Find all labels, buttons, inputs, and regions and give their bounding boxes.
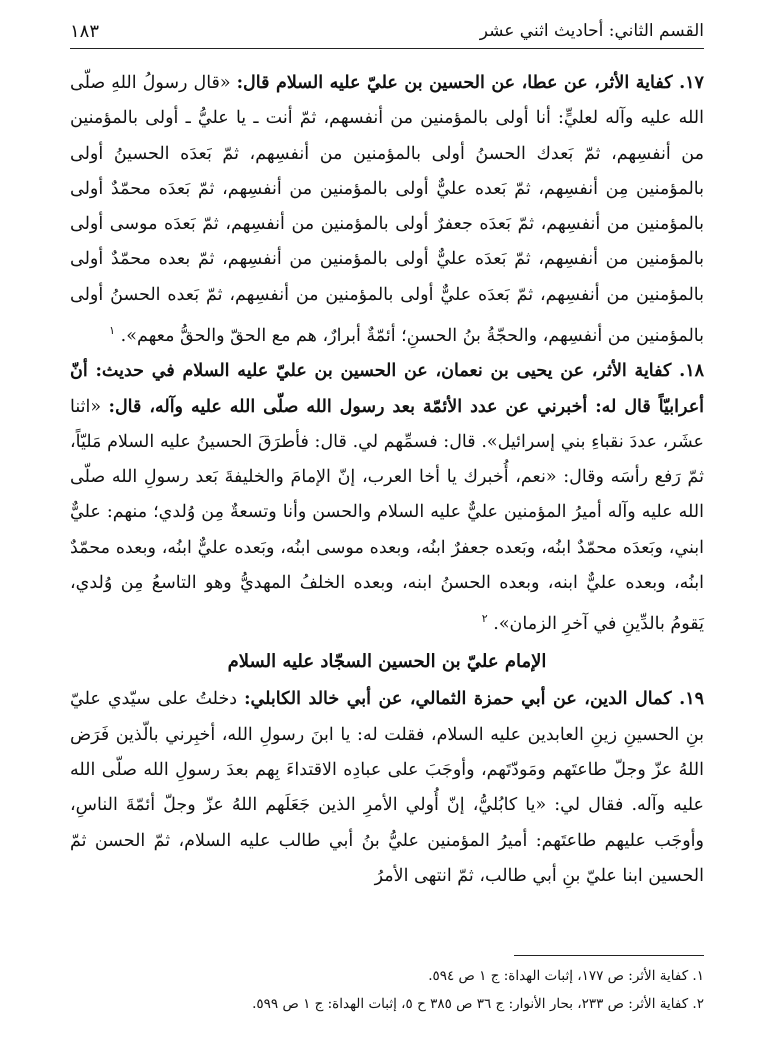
hadith-18-text: «اثنا عشَر، عددَ نقباءِ بني إسرائيل». قال: فسمِّهم لي. قال: فأطرَقَ الحسينُ عليه السلام مَليّاً، ثمّ رَفع رأسَه وقال: «نعم، أُخبرك يا أخا العرب، إنّ الإمامَ والخليفةَ بَعد رسولِ الله صلّى الله عليه وآله أميرُ المؤمنين عليٌّ عليه السلام والحسن وأنا وتسعةٌ مِن وُلدي؛ منهم: عليٌّ ابني، وبَعدَه محمّدٌ ابنُه، وبَعده جعفرٌ ابنُه، وبعده موسى ابنُه، وبَعده عليٌّ ابنُه، وبعده محمّدٌ ابنُه، وبعده عليٌّ ابنه، وبعده الحسنُ ابنه، وبعده الخلفُ المهديُّ وهو التاسعُ مِن وُلدي، يَقومُ بالدِّينِ في آخرِ الزمان».	[70, 396, 704, 635]
footnotes	[70, 962, 704, 1018]
section-title: القسم الثاني: أحاديث اثني عشر	[479, 21, 704, 41]
footnote-ref-1[interactable]: ١	[109, 324, 116, 338]
hadith-17-source: ١٧. كفاية الأثر، عن عطا، عن الحسين بن عليّ عليه السلام قال:	[236, 73, 704, 93]
hadith-19	[70, 682, 704, 894]
hadith-19-text: دخلتُ على سيّدي عليّ بنِ الحسينِ زينِ العابدين عليه السلام، فقلت له: يا ابنَ رسولِ الله، أخبِرني بالّذين فَرَض اللهُ عزّ وجلّ طاعتَهم ومَودّتَهم، وأوجَبَ على عبادِه الاقتداءَ بِهم بعدَ رسولِ الله صلّى الله عليه وآله. فقال لي: «يا كابُليُّ، إنّ أُولي الأمرِ الذين جَعَلَهم اللهُ عزّ وجلّ أئمّةَ الناسِ، وأوجَب عليهم طاعتَهم: أميرُ المؤمنين عليُّ بنُ أبي طالب عليه السلام، ثمّ الحسن ثمّ الحسين ابنا عليّ بنِ أبي طالب، ثمّ انتهى الأمرُ	[70, 689, 704, 886]
imam-heading: الإمام عليّ بن الحسين السجّاد عليه السلام	[227, 651, 547, 673]
footnote-ref-2[interactable]: ٢	[481, 612, 488, 626]
footnote-1: ١. كفاية الأثر: ص ١٧٧، إثبات الهداة: ج ١ ص ٥٩٤.	[428, 968, 704, 984]
page-number: ١٨٣	[70, 20, 100, 42]
footnote-divider	[514, 955, 704, 956]
footnote-2: ٢. كفاية الأثر: ص ٢٣٣، بحار الأنوار: ج ٣٦ ص ٣٨٥ ح ٥، إثبات الهداة: ج ١ ص ٥٩٩.	[252, 996, 704, 1012]
hadith-19-source: ١٩. كمال الدين، عن أبي حمزة الثمالي، عن أبي خالد الكابلي:	[244, 689, 704, 710]
hadith-18	[70, 354, 704, 642]
hadith-17-text: «قال رسولُ اللهِ صلّى الله عليه وآله لعليٍّ: أنا أولى بالمؤمنين من أنفسهم، ثمّ أنت ـ يا عليُّ ـ أولى بالمؤمنين من أنفسِهم، ثمّ بَعدك الحسنُ أولى بالمؤمنين من أنفسِهم، ثمّ بَعدَه الحسينُ أولى بالمؤمنين مِن أنفسِهم، ثمّ بَعده عليٌّ أولى بالمؤمنين من أنفسِهم، ثمّ بَعدَه محمّدٌ أولى بالمؤمنين من أنفسِهم، ثمّ بَعدَه جعفرٌ أولى بالمؤمنين من أنفسِهم، ثمّ بَعدَه موسى أولى بالمؤمنين من أنفسِهم، ثمّ بَعدَه عليٌّ أولى بالمؤمنين من أنفسِهم، ثمّ بعده محمّدٌ أولى بالمؤمنين من أنفسِهم، ثمّ بَعدَه عليٌّ أولى بالمؤمنين من أنفسِهم، ثمّ بَعده الحسنُ أولى بالمؤمنين من أنفسِهم، والحجّةُ بنُ الحسنِ؛ أئمّةٌ أبرارٌ، هم مع الحقّ والحقُّ معهم».	[70, 73, 704, 346]
hadith-18-source: ١٨. كفاية الأثر، عن يحيى بن نعمان، عن الحسين بن عليّ عليه السلام في حديث: أنّ أعرابيّاً قال له: أخبرني عن عدد الأئمّة بعد رسول الله صلّى الله عليه وآله، قال:	[70, 361, 704, 417]
hadith-17	[70, 66, 704, 354]
running-header	[70, 14, 704, 49]
page-body	[70, 66, 704, 894]
